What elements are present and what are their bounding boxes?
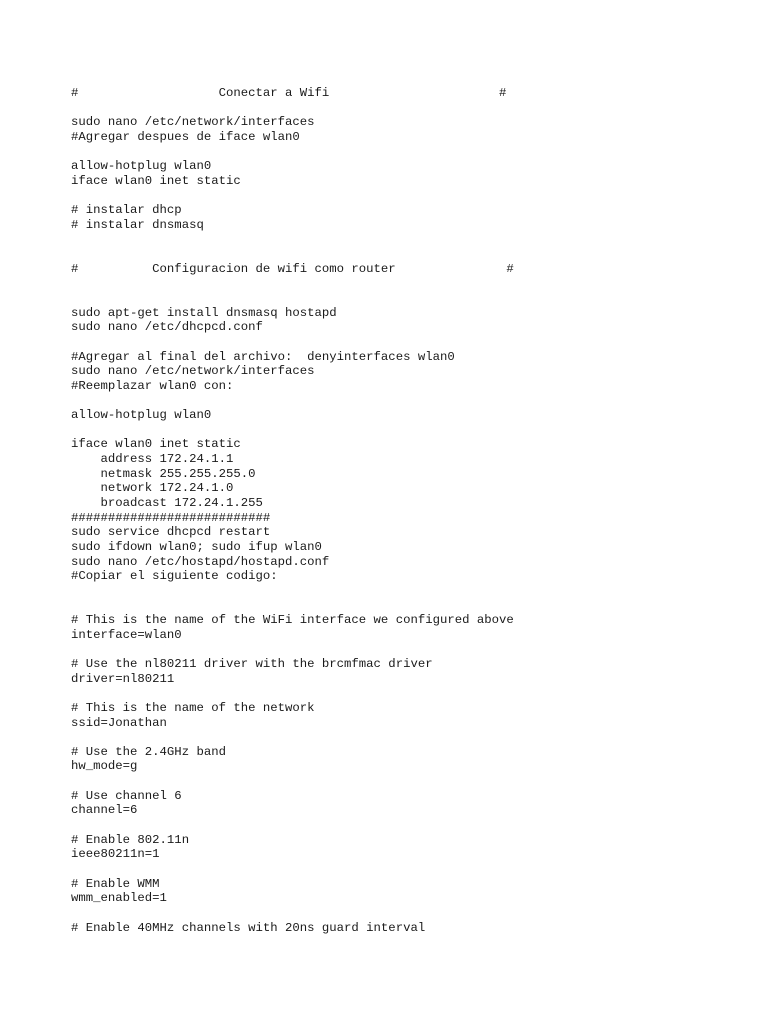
code-line: interface=wlan0 <box>71 627 182 642</box>
code-line: # Conectar a Wifi # <box>71 86 507 100</box>
code-line <box>71 818 514 833</box>
code-line <box>71 584 514 599</box>
code-line: iface wlan0 inet static <box>71 437 241 452</box>
code-line: broadcast 172.24.1.255 <box>71 495 263 510</box>
code-line: # Use channel 6 <box>71 788 182 803</box>
code-line: allow-hotplug wlan0 <box>71 159 212 174</box>
code-line: sudo nano /etc/dhcpcd.conf <box>71 320 263 335</box>
code-line: sudo nano /etc/hostapd/hostapd.conf <box>71 554 330 569</box>
code-line: ssid=Jonathan <box>71 715 167 730</box>
code-line: allow-hotplug wlan0 <box>71 408 212 423</box>
code-line: hw_mode=g <box>71 759 138 774</box>
code-line <box>71 291 514 306</box>
code-line: #Reemplazar wlan0 con: <box>71 378 234 393</box>
code-line <box>71 335 514 350</box>
code-line <box>71 276 514 291</box>
code-line: netmask 255.255.255.0 <box>71 466 256 481</box>
code-line: sudo ifdown wlan0; sudo ifup wlan0 <box>71 539 322 554</box>
code-line: #Agregar al final del archivo: denyinterfaces wlan0 <box>71 349 455 364</box>
code-line: # Configuracion de wifi como router # <box>71 261 514 276</box>
code-line: #Agregar despues de iface wlan0 <box>71 129 300 144</box>
code-line: driver=nl80211 <box>71 671 175 686</box>
code-line: address 172.24.1.1 <box>71 452 234 467</box>
code-line: sudo nano /etc/network/interfaces <box>71 115 315 130</box>
code-line <box>71 686 514 701</box>
code-line: #Copiar el siguiente codigo: <box>71 569 278 584</box>
code-line <box>71 188 514 203</box>
code-line: # This is the name of the WiFi interface we configured above <box>71 613 514 628</box>
code-line <box>71 642 514 657</box>
code-line: sudo service dhcpcd restart <box>71 525 271 540</box>
code-line: # This is the name of the network <box>71 700 315 715</box>
code-listing <box>71 86 514 935</box>
code-line: # instalar dhcp <box>71 203 182 218</box>
code-line: sudo nano /etc/network/interfaces <box>71 364 315 379</box>
code-line: channel=6 <box>71 803 138 818</box>
code-line <box>71 862 514 877</box>
code-line <box>71 232 514 247</box>
code-line <box>71 598 514 613</box>
code-line: ieee80211n=1 <box>71 847 160 862</box>
code-line: network 172.24.1.0 <box>71 481 234 496</box>
code-line <box>71 145 514 160</box>
code-line: wmm_enabled=1 <box>71 891 167 906</box>
code-line: # Enable 40MHz channels with 20ns guard interval <box>71 920 426 935</box>
code-line: # Enable WMM <box>71 876 160 891</box>
code-line: # instalar dnsmasq <box>71 217 204 232</box>
code-line: # Use the 2.4GHz band <box>71 744 226 759</box>
code-line: iface wlan0 inet static <box>71 173 241 188</box>
code-line: # Enable 802.11n <box>71 832 190 847</box>
code-line: # Use the nl80211 driver with the brcmfmac driver <box>71 656 433 671</box>
code-line: sudo apt-get install dnsmasq hostapd <box>71 305 337 320</box>
code-line <box>71 423 514 438</box>
code-line <box>71 393 514 408</box>
code-line <box>71 906 514 921</box>
code-line <box>71 247 514 262</box>
code-line <box>71 730 514 745</box>
code-line: ########################### <box>71 510 271 525</box>
code-line <box>71 774 514 789</box>
code-line <box>71 101 514 116</box>
